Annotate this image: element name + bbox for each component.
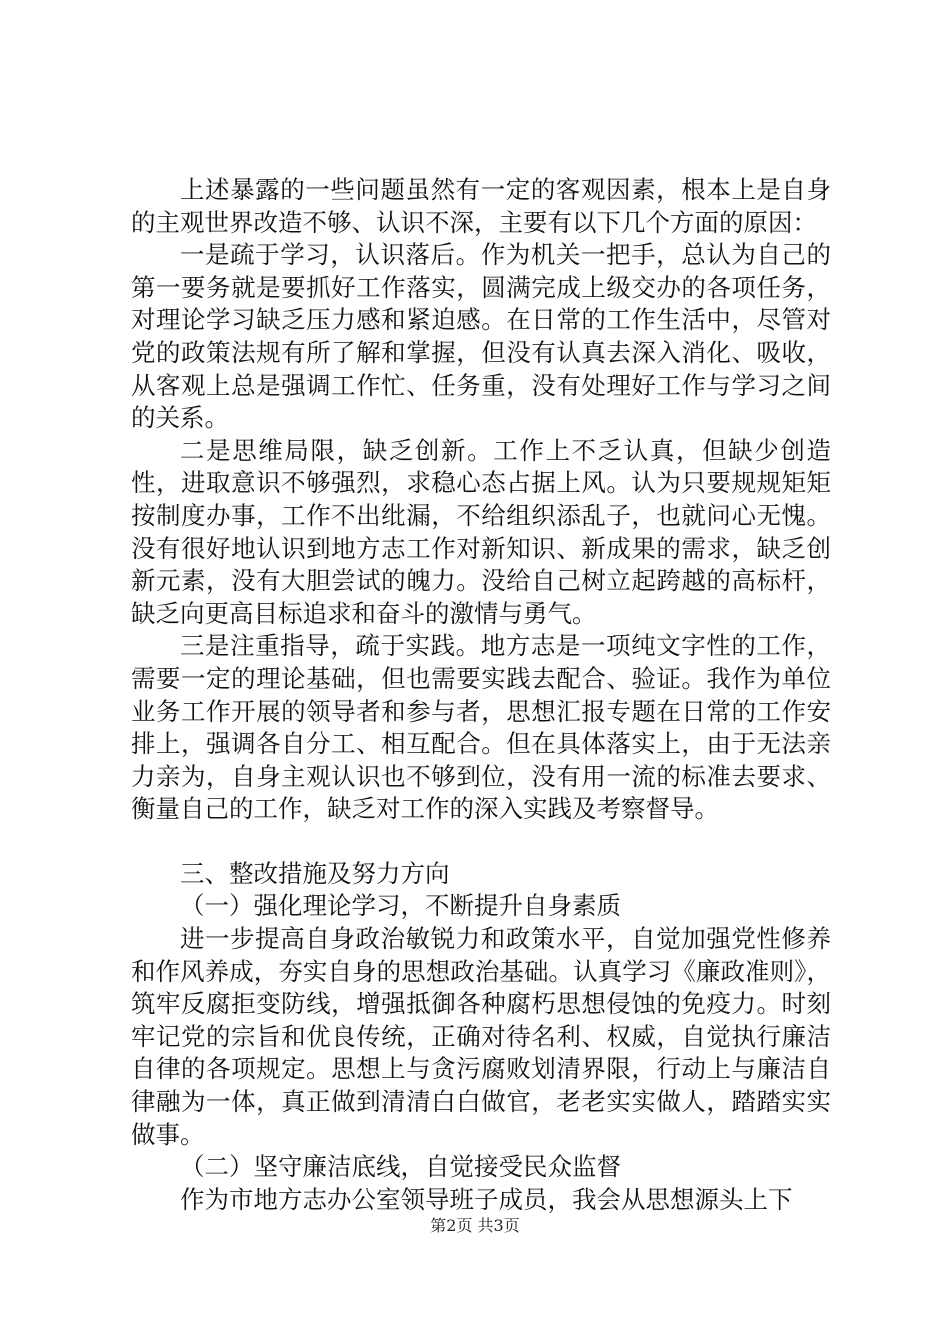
paragraph-causes-intro: 上述暴露的一些问题虽然有一定的客观因素，根本上是自身的主观世界改造不够、认识不深，主要有以下几个方面的原因： bbox=[131, 175, 831, 237]
document-body bbox=[131, 174, 831, 1216]
paragraph-cause-study: 一是疏于学习，认识落后。作为机关一把手，总认为自己的第一要务就是要抓好工作落实，圆满完成上级交办的各项任务，对理论学习缺乏压力感和紧迫感。在日常的工作生活中，尽管对党的政策法规有所了解和掌握，但没有认真去深入消化、吸收，从客观上总是强调工作忙、任务重，没有处理好工作与学习之间的关系。 bbox=[131, 240, 831, 433]
paragraph-integrity: 作为市地方志办公室领导班子成员，我会从思想源头上下 bbox=[180, 1184, 793, 1214]
paragraph-cause-practice: 三是注重指导，疏于实践。地方志是一项纯文字性的工作，需要一定的理论基础，但也需要实践去配合、验证。我作为单位业务工作开展的领导者和参与者，思想汇报专题在日常的工作安排上，强调各自分工、相互配合。但在具体落实上，由于无法亲力亲为，自身主观认识也不够到位，没有用一流的标准去要求、衡量自己的工作，缺乏对工作的深入实践及考察督导。 bbox=[131, 631, 831, 824]
paragraph-gap bbox=[131, 826, 831, 858]
subheading-theory-study: （一）强化理论学习，不断提升自身素质 bbox=[180, 891, 621, 921]
section-heading: 三、整改措施及努力方向 bbox=[180, 858, 450, 888]
paragraph-cause-thinking: 二是思维局限，缺乏创新。工作上不乏认真，但缺少创造性，进取意识不够强烈，求稳心态占据上风。认为只要规规矩矩按制度办事，工作不出纰漏，不给组织添乱子，也就问心无愧。没有很好地认识到地方志工作对新知识、新成果的需求，缺乏创新元素，没有大胆尝试的魄力。没给自己树立起跨越的高标杆，缺乏向更高目标追求和奋斗的激情与勇气。 bbox=[131, 435, 831, 628]
page-footer: 第2页 共3页 bbox=[430, 1216, 520, 1235]
paragraph-theory-study: 进一步提高自身政治敏锐力和政策水平，自觉加强党性修养和作风养成，夯实自身的思想政治基础。认真学习《廉政准则》，筑牢反腐拒变防线，增强抵御各种腐朽思想侵蚀的免疫力。时刻牢记党的宗旨和优良传统，正确对待名利、权威，自觉执行廉洁自律的各项规定。思想上与贪污腐败划清界限，行动上与廉洁自律融为一体，真正做到清清白白做官，老老实实做人，踏踏实实做事。 bbox=[131, 924, 831, 1149]
subheading-integrity: （二）坚守廉洁底线，自觉接受民众监督 bbox=[180, 1152, 621, 1182]
